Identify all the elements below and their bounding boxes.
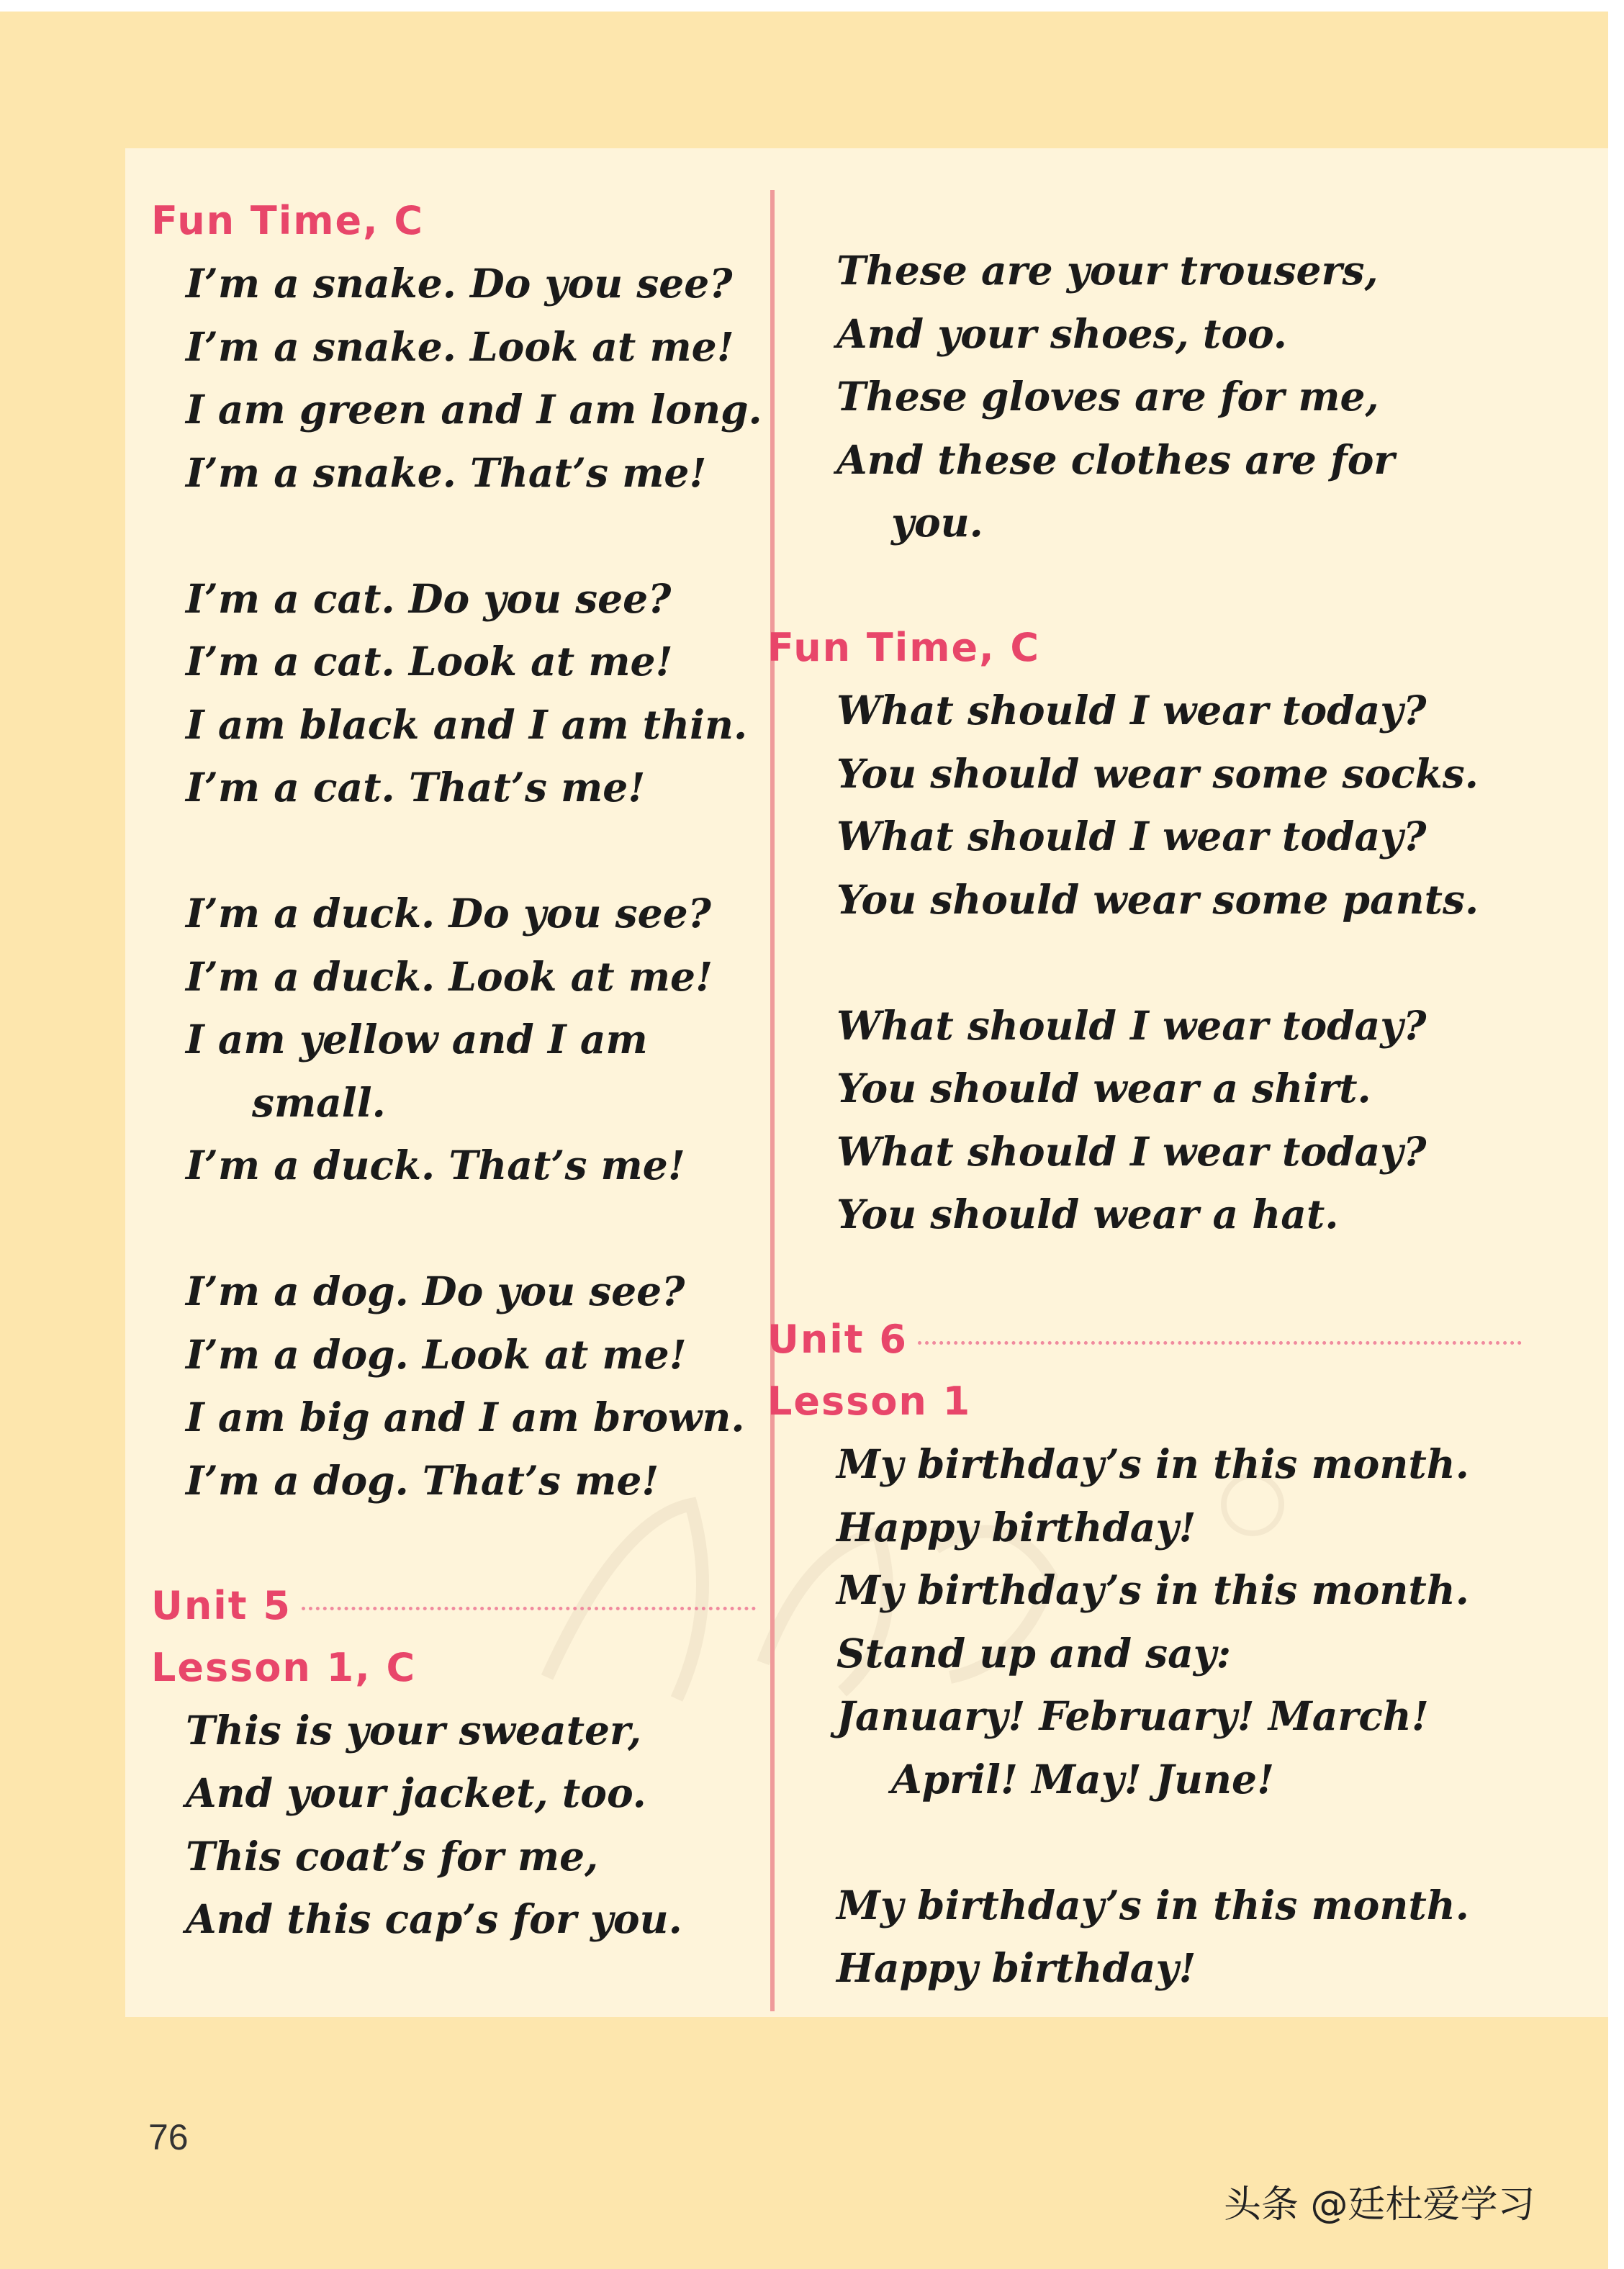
poem-line: I’m a dog. That’s me!	[186, 1456, 659, 1504]
poem-line: And these clothes are for	[836, 436, 1395, 483]
poem-line: What should I wear today?	[836, 813, 1427, 860]
section-heading: Fun Time, C	[767, 625, 1041, 670]
poem-line: Stand up and say:	[836, 1629, 1232, 1677]
page-number: 76	[148, 2117, 189, 2157]
poem-line: What should I wear today?	[836, 1127, 1427, 1175]
poem-line: What should I wear today?	[836, 687, 1427, 734]
poem-line: My birthday’s in this month.	[836, 1440, 1469, 1487]
poem-line: Happy birthday!	[836, 1503, 1196, 1551]
poem-line: April! May! June!	[891, 1755, 1275, 1803]
poem-line: I’m a cat. Look at me!	[186, 638, 673, 685]
poem-line: I’m a snake. Do you see?	[186, 260, 733, 307]
poem-line: Happy birthday!	[836, 1944, 1196, 1991]
poem-line: January! February! March!	[836, 1692, 1429, 1739]
poem-line: This is your sweater,	[186, 1706, 642, 1754]
dotted-rule	[918, 1341, 1522, 1345]
right-column	[767, 239, 1522, 2000]
lesson-heading: Lesson 1, C	[151, 1644, 417, 1690]
unit-title: Unit 5	[151, 1582, 292, 1628]
left-column	[151, 190, 762, 1951]
lesson-heading: Lesson 1	[767, 1379, 972, 1424]
unit-heading	[151, 1575, 756, 1637]
poem-line: You should wear some socks.	[836, 749, 1479, 797]
poem-line: I’m a duck. Look at me!	[186, 952, 713, 1000]
column-divider	[770, 190, 775, 2011]
poem-line: My birthday’s in this month.	[836, 1881, 1469, 1929]
poem-line: I’m a duck. That’s me!	[186, 1142, 685, 1188]
poem-line: small.	[252, 1078, 386, 1126]
poem-line: I’m a cat. That’s me!	[186, 764, 646, 811]
poem-line: I am green and I am long.	[186, 386, 762, 433]
poem-line: I’m a snake. Look at me!	[186, 322, 734, 370]
page-edge	[1608, 0, 1624, 2269]
poem-line: I’m a duck. Do you see?	[186, 890, 711, 937]
poem-line: I am yellow and I am	[186, 1016, 648, 1063]
poem-line: I’m a dog. Look at me!	[186, 1330, 687, 1378]
section-heading: Fun Time, C	[151, 198, 425, 243]
source-watermark: 头条 @廷杜爱学习	[1224, 2183, 1535, 2227]
poem-line: My birthday’s in this month.	[836, 1566, 1469, 1613]
poem-line: And your jacket, too.	[186, 1769, 646, 1816]
poem-line: you.	[891, 499, 983, 546]
poem-line: You should wear some pants.	[836, 875, 1479, 923]
dotted-rule	[302, 1607, 756, 1610]
poem-line: And this cap’s for you.	[186, 1895, 682, 1942]
poem-line: And your shoes, too.	[836, 310, 1287, 357]
poem-line: You should wear a shirt.	[836, 1065, 1371, 1111]
poem-line: I’m a snake. That’s me!	[186, 448, 707, 496]
unit-heading	[767, 1309, 1522, 1371]
poem-line: I am big and I am brown.	[186, 1394, 745, 1440]
poem-line: These gloves are for me,	[836, 373, 1379, 420]
poem-line: These are your trousers,	[836, 247, 1379, 294]
poem-line: I’m a cat. Do you see?	[186, 574, 672, 622]
unit-title: Unit 6	[767, 1317, 908, 1362]
poem-line: You should wear a hat.	[836, 1191, 1339, 1237]
poem-line: What should I wear today?	[836, 1001, 1427, 1049]
poem-line: I’m a dog. Do you see?	[186, 1268, 685, 1314]
poem-line: I am black and I am thin.	[186, 700, 748, 748]
poem-line: This coat’s for me,	[186, 1832, 599, 1880]
